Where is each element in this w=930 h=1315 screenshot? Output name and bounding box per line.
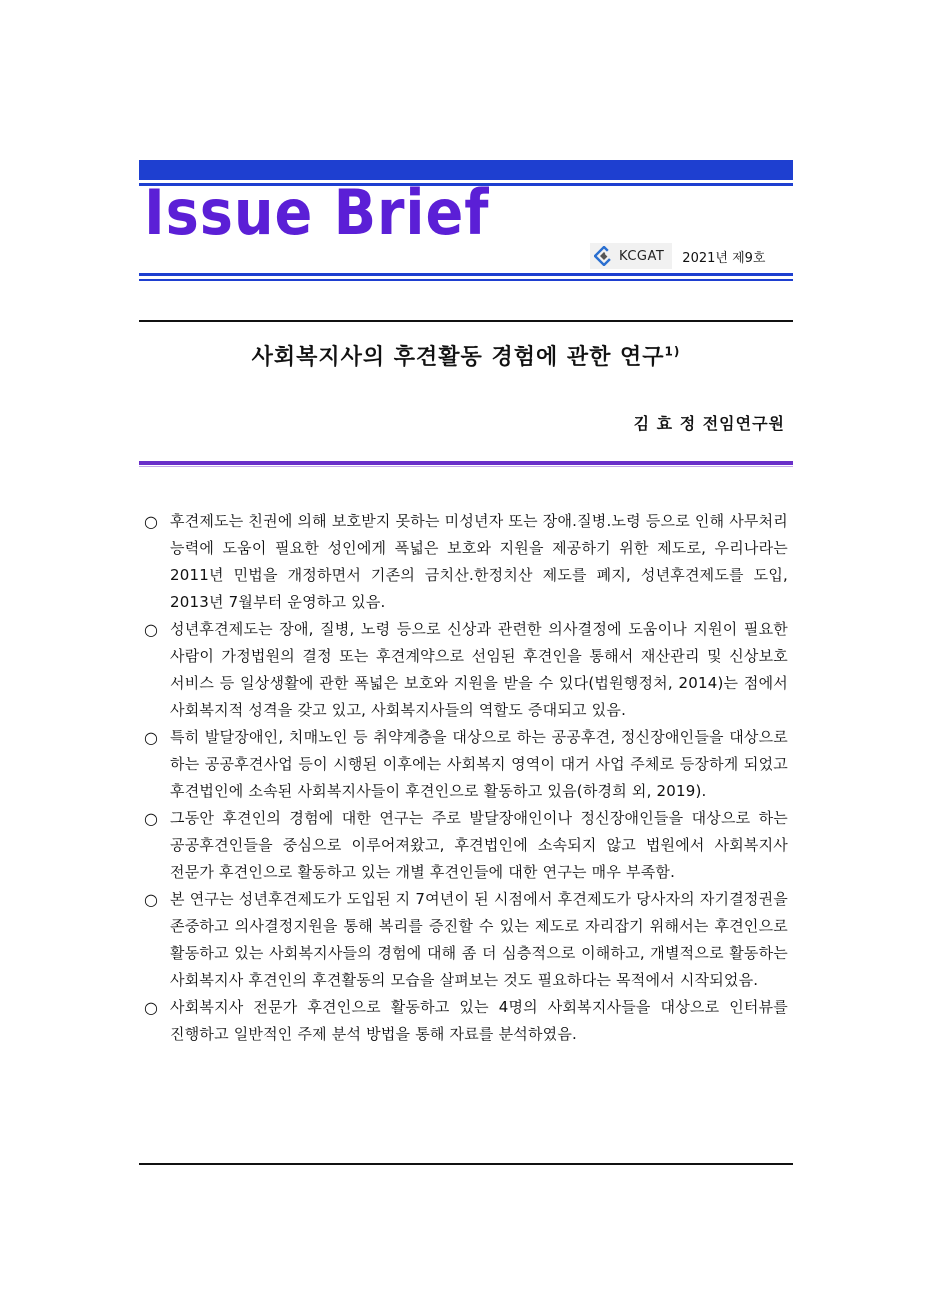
- circle-bullet-icon: ○: [144, 890, 158, 909]
- issue-info: [590, 244, 765, 268]
- circle-bullet-icon: ○: [144, 512, 158, 531]
- bullet-text: 특히 발달장애인, 치매노인 등 취약계층을 대상으로 하는 공공후견, 정신장애인들을 대상으로 하는 공공후견사업 등이 시행된 이후에는 사회복지 영역이 대거 사업 주체로 등장하게 되었고 후견법인에 소속된 사회복지사들이 후견인으로 활동하고 있음(하경희 외, 2019).: [170, 728, 788, 800]
- list-item: [144, 724, 788, 805]
- section-divider-shadow: [139, 466, 793, 467]
- bullet-text: 사회복지사 전문가 후견인으로 활동하고 있는 4명의 사회복지사들을 대상으로 인터뷰를 진행하고 일반적인 주제 분석 방법을 통해 자료를 분석하였음.: [170, 998, 788, 1043]
- header-bottom-bar: [139, 273, 793, 276]
- list-item: [144, 886, 788, 994]
- circle-bullet-icon: ○: [144, 620, 158, 639]
- brand-title: Issue Brief: [144, 176, 490, 249]
- issue-number: 2021년 제9호: [682, 250, 766, 266]
- bullet-text: 후견제도는 친권에 의해 보호받지 못하는 미성년자 또는 장애.질병.노령 등으로 인해 사무처리 능력에 도움이 필요한 성인에게 폭넓은 보호와 지원을 제공하기 위한 제도로, 우리나라는 2011년 민법을 개정하면서 기존의 금치산.한정치산 제도를 폐지, 성년후견제도를 도입, 2013년 7월부터 운영하고 있음.: [170, 512, 788, 611]
- logo-text: KCGAT: [619, 248, 665, 264]
- section-divider: [139, 461, 793, 465]
- document-title: [139, 340, 793, 371]
- kcgat-diamond-icon: [594, 246, 614, 266]
- list-item: [144, 805, 788, 886]
- bullet-text: 그동안 후견인의 경험에 대한 연구는 주로 발달장애인이나 정신장애인들을 대상으로 하는 공공후견인들을 중심으로 이루어져왔고, 후견법인에 소속되지 않고 법원에서 사회복지사 전문가 후견인으로 활동하고 있는 개별 후견인들에 대한 연구는 매우 부족함.: [170, 809, 788, 881]
- circle-bullet-icon: ○: [144, 998, 158, 1017]
- circle-bullet-icon: ○: [144, 728, 158, 747]
- title-top-rule: [139, 320, 793, 322]
- bullet-text: 성년후견제도는 장애, 질병, 노령 등으로 신상과 관련한 의사결정에 도움이나 지원이 필요한 사람이 가정법원의 결정 또는 후견계약으로 선임된 후견인을 통해서 재산관리 및 신상보호 서비스 등 일상생활에 관한 폭넓은 보호와 지원을 받을 수 있다(법원행정처, 2014)는 점에서 사회복지적 성격을 갖고 있고, 사회복지사들의 역할도 증대되고 있음.: [170, 620, 788, 719]
- circle-bullet-icon: ○: [144, 809, 158, 828]
- kcgat-logo: [590, 243, 672, 269]
- document-title-text: 사회복지사의 후견활동 경험에 관한 연구: [251, 345, 665, 370]
- bullet-text: 본 연구는 성년후견제도가 도입된 지 7여년이 된 시점에서 후견제도가 당사자의 자기결정권을 존중하고 의사결정지원을 통해 복리를 증진할 수 있는 제도로 자리잡기 위해서는 후견인으로 활동하고 있는 사회복지사들의 경험에 대해 좀 더 심층적으로 이해하고, 개별적으로 활동하는 사회복지사 후견인의 후견활동의 모습을 살펴보는 것도 필요하다는 목적에서 시작되었음.: [170, 890, 788, 989]
- header-bottom-bar-thin: [139, 279, 793, 281]
- summary-bottom-rule: [139, 1163, 793, 1165]
- footnote-marker: 1): [664, 344, 681, 359]
- list-item: [144, 508, 788, 616]
- list-item: [144, 616, 788, 724]
- list-item: [144, 994, 788, 1048]
- author-line: 김 효 정 전임연구원: [633, 414, 785, 433]
- summary-list: [144, 508, 788, 1048]
